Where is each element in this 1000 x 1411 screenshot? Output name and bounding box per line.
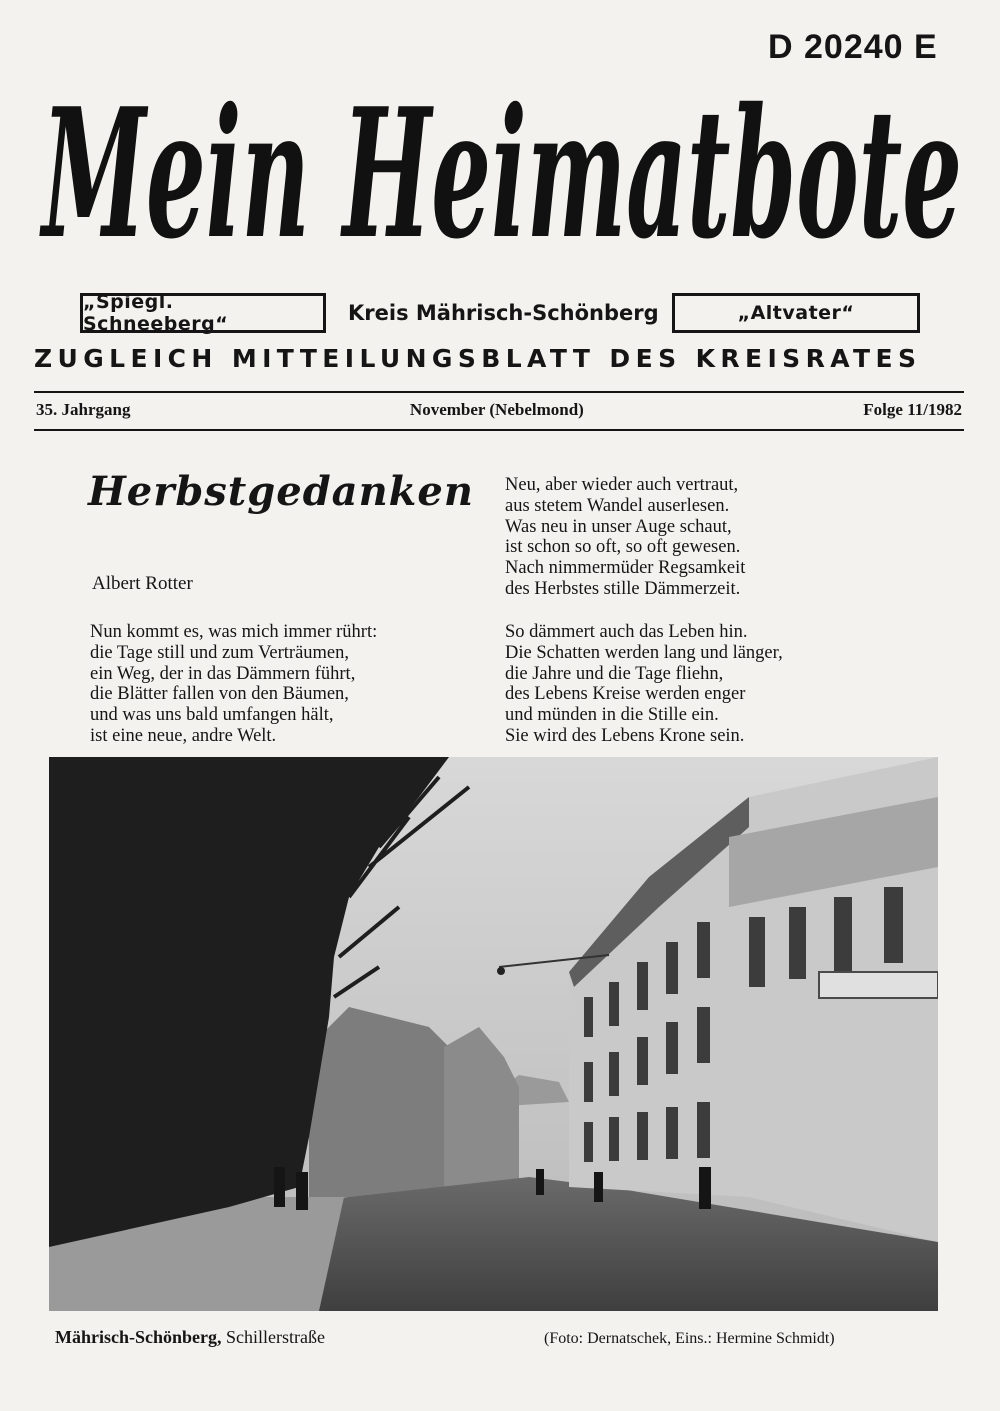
- issue-number: Folge 11/1982: [863, 400, 962, 419]
- poem-line: Die Schatten werden lang und länger,: [505, 642, 783, 663]
- publication-code: D 20240 E: [768, 28, 938, 66]
- masthead-text: Mein Heimatbote: [38, 69, 963, 278]
- building-far-left: [309, 1007, 459, 1197]
- balcony: [819, 972, 938, 998]
- photo-credit: (Foto: Dernatschek, Eins.: Hermine Schmidt): [544, 1330, 835, 1347]
- photo-caption: [55, 1327, 325, 1348]
- poem-line: Neu, aber wieder auch vertraut,: [505, 475, 739, 495]
- issue-volume: 35. Jahrgang: [36, 400, 131, 419]
- poem-line: des Herbstes stille Dämmerzeit.: [505, 578, 741, 599]
- box-spieglitzer-schneeberg: „Spiegl. Schneeberg“: [80, 293, 326, 333]
- stanza-2: [505, 475, 745, 600]
- street-photo: [49, 757, 938, 1311]
- poem-line: die Tage still und zum Verträumen,: [90, 642, 350, 663]
- box-altvater: „Altvater“: [672, 293, 920, 333]
- poem-line: Nun kommt es, was mich immer rührt:: [90, 622, 378, 642]
- poem-line: des Lebens Kreise werden enger: [505, 684, 746, 705]
- poem-line: aus stetem Wandel auserlesen.: [505, 495, 730, 516]
- poem-line: ein Weg, der in das Dämmern führt,: [90, 663, 356, 684]
- poem-line: Sie wird des Lebens Krone sein.: [505, 725, 745, 746]
- poem-line: und münden in die Stille ein.: [505, 705, 719, 726]
- stanza-3: [505, 622, 783, 747]
- rule-top: [34, 391, 964, 393]
- poem-line: So dämmert auch das Leben hin.: [505, 622, 748, 642]
- poem-line: die Jahre und die Tage fliehn,: [505, 663, 724, 684]
- caption-street: Schillerstraße: [226, 1327, 325, 1347]
- issue-month: November (Nebelmond): [409, 400, 584, 419]
- caption-place: Mährisch-Schönberg,: [55, 1327, 222, 1347]
- rule-bottom: [34, 429, 964, 431]
- issue-line: [34, 400, 964, 420]
- poem-line: Was neu in unser Auge schaut,: [505, 516, 732, 537]
- district-name: Kreis Mährisch-Schönberg: [348, 301, 659, 325]
- poem-line: ist schon so oft, so oft gewesen.: [505, 537, 741, 558]
- masthead-logo: [30, 58, 975, 290]
- stanza-1: [90, 622, 377, 747]
- poem-line: Nach nimmermüder Regsamkeit: [505, 558, 746, 579]
- district-line: [80, 292, 920, 334]
- poem-author: Albert Rotter: [92, 573, 193, 594]
- poem-line: und was uns bald umfangen hält,: [90, 705, 334, 726]
- poem-title: Herbstgedanken: [88, 468, 474, 515]
- lamp: [497, 967, 505, 975]
- subtitle: ZUGLEICH MITTEILUNGSBLATT DES KREISRATES: [34, 344, 922, 373]
- poem-line: ist eine neue, andre Welt.: [90, 725, 277, 746]
- poem-line: die Blätter fallen von den Bäumen,: [90, 684, 349, 705]
